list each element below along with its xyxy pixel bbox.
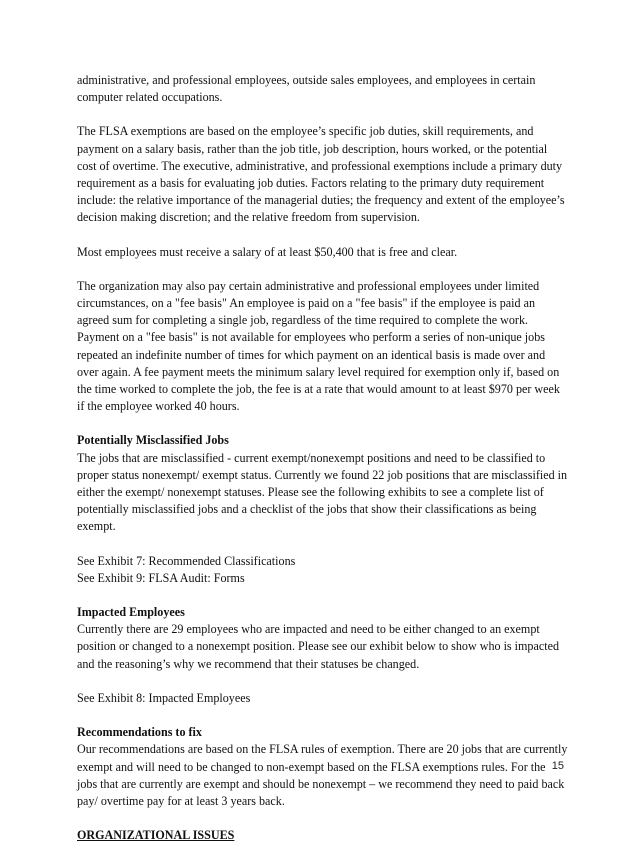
page-number: 15 xyxy=(551,760,564,772)
recommendations-heading: Recommendations to fix xyxy=(77,725,202,740)
flsa-exemptions-paragraph: The FLSA exemptions are based on the employee’s specific job duties, skill requirements, and payment on a salary basis, rather than the job title, job description, hours worked, or the potential cost of overtime. The executive, administrative, and professional exemptions include a primary duty requirement as a basis for evaluating job duties. Factors relating to the primary duty requirement include: the relative importance of the managerial duties; the frequency and extent of the employee’s decision making discretion; and the relative freedom from supervision. xyxy=(77,124,565,225)
recommendations-body: Our recommendations are based on the FLSA rules of exemption. There are 20 jobs that are currently exempt and will need to be changed to non-exempt based on the FLSA exemptions rules. For the jobs that are currently are exempt and should be nonexempt – we recommend they need to paid back pay/ overtime pay for at least 3 years back. xyxy=(77,742,568,808)
impacted-heading: Impacted Employees xyxy=(77,605,185,620)
exhibit-7-reference: See Exhibit 7: Recommended Classifications xyxy=(77,553,296,568)
exhibit-9-reference: See Exhibit 9: FLSA Audit: Forms xyxy=(77,570,245,585)
misclassified-body: The jobs that are misclassified - current exempt/nonexempt positions and need to be classified to proper status nonexempt/ exempt status. Currently we found 22 job positions that are misclassified in either the exempt/ nonexempt statuses. Please see the following exhibits to see a complete list of potentially misclassified jobs and a checklist of the jobs that show their classifications as being exempt. xyxy=(77,450,568,534)
misclassified-heading: Potentially Misclassified Jobs xyxy=(77,433,229,448)
impacted-body: Currently there are 29 employees who are impacted and need to be either changed to an exempt position or changed to a nonexempt position. Please see our exhibit below to show who is impacted and the reasoning’s why we recommend that their statuses be changed. xyxy=(77,622,559,671)
intro-paragraph: administrative, and professional employees, outside sales employees, and employees in certain computer related occupations. xyxy=(77,73,536,105)
organizational-issues-heading: ORGANIZATIONAL ISSUES xyxy=(77,828,235,843)
exhibit-8-reference: See Exhibit 8: Impacted Employees xyxy=(77,690,251,705)
salary-paragraph: Most employees must receive a salary of at least $50,400 that is free and clear. xyxy=(77,244,458,259)
fee-basis-paragraph: The organization may also pay certain administrative and professional employees under limited circumstances, on a "fee basis" An employee is paid on a "fee basis" if the employee is paid an agreed sum for completing a single job, regardless of the time required to complete the work. Payment on a "fee basis" is not available for employees who perform a series of non-unique jobs repeated an indefinite number of times for which payment on an identical basis is made over and over again. A fee payment meets the minimum salary level required for exemption only if, based on the time worked to complete the job, the fee is at a rate that would amount to at least $970 per week if the employee worked 40 hours. xyxy=(77,278,560,414)
